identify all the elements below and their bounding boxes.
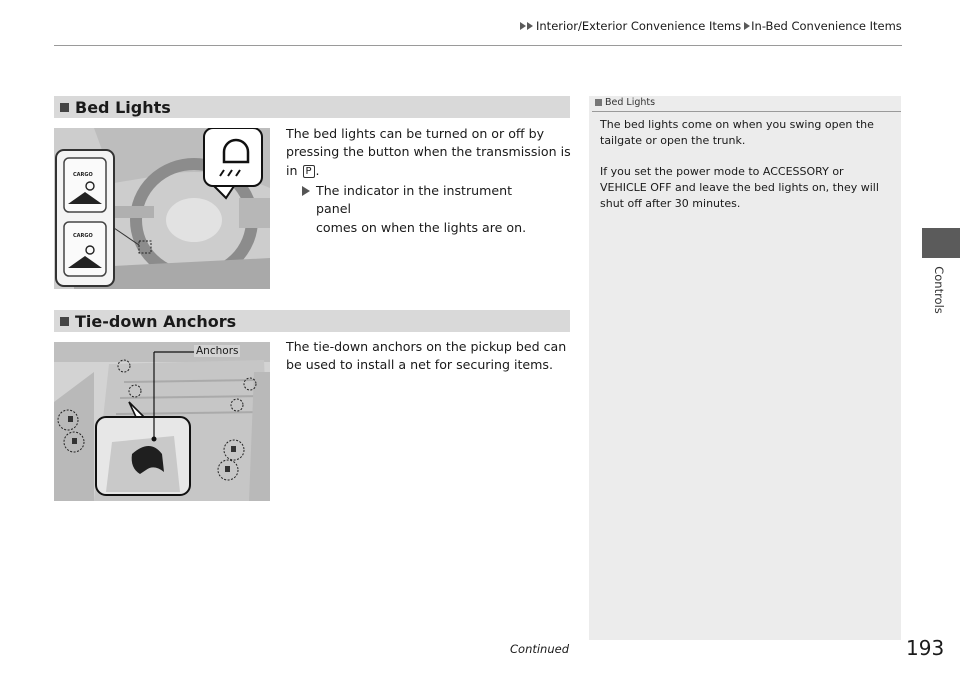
note-divider bbox=[592, 111, 901, 112]
breadcrumb-item[interactable]: In-Bed Convenience Items bbox=[751, 19, 902, 33]
bed-lights-body: The bed lights can be turned on or off by pressing the button when the transmission is in P . bbox=[286, 126, 571, 178]
cargo-button-label: CARGO bbox=[73, 233, 93, 239]
chapter-tab[interactable] bbox=[922, 228, 960, 258]
note-paragraph: If you set the power mode to ACCESSORY or VEHICLE OFF and leave the bed lights on, they will shut off after 30 minutes. bbox=[600, 165, 879, 210]
anchors-callout-label: Anchors bbox=[196, 345, 239, 357]
breadcrumb bbox=[520, 19, 905, 33]
bed-lights-indicator-note: The indicator in the instrument panel comes on when the lights are on. bbox=[300, 182, 550, 237]
bullet-triangle-icon bbox=[302, 186, 310, 196]
section-title: Bed Lights bbox=[75, 97, 171, 117]
gear-position-icon: P bbox=[303, 165, 315, 178]
section-square-icon bbox=[60, 103, 69, 112]
header-divider bbox=[54, 45, 902, 46]
section-title: Tie-down Anchors bbox=[75, 311, 237, 331]
note-paragraph: The bed lights come on when you swing open the tailgate or open the trunk. bbox=[600, 118, 874, 147]
tie-down-anchors-illustration bbox=[54, 342, 270, 501]
tie-down-body: The tie-down anchors on the pickup bed can be used to install a net for securing items. bbox=[286, 339, 567, 373]
section-header-tie-down-anchors bbox=[54, 310, 570, 332]
breadcrumb-arrow-icon bbox=[520, 22, 526, 30]
section-square-icon bbox=[60, 317, 69, 326]
breadcrumb-arrow-icon bbox=[527, 22, 533, 30]
breadcrumb-arrow-icon bbox=[744, 22, 750, 30]
cargo-button-label: CARGO bbox=[73, 172, 93, 178]
bed-lights-button-illustration bbox=[54, 128, 270, 289]
page-number: 193 bbox=[906, 636, 945, 660]
note-title: Bed Lights bbox=[595, 97, 655, 108]
continued-label: Continued bbox=[510, 642, 570, 656]
chapter-tab-label: Controls bbox=[932, 266, 946, 314]
section-header-bed-lights bbox=[54, 96, 570, 118]
note-marker-icon bbox=[595, 99, 602, 106]
breadcrumb-item[interactable]: Interior/Exterior Convenience Items bbox=[536, 19, 742, 33]
